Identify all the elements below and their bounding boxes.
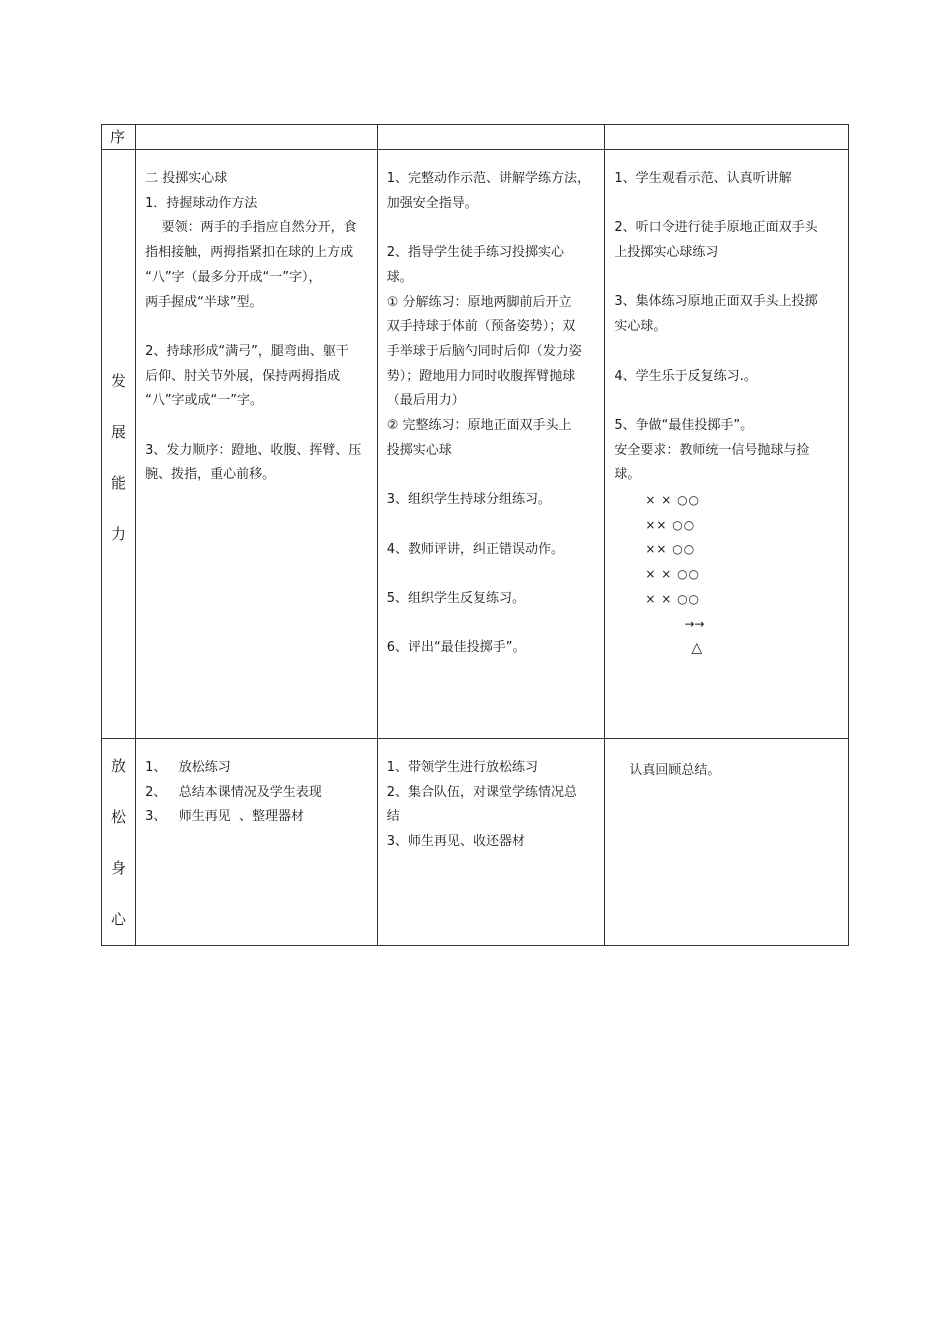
relax-section-row — [102, 739, 849, 946]
dev-teacher-line: 4、教师评讲，纠正错误动作。 — [386, 541, 564, 557]
dev-student-line: 4、学生乐于反复练习.。 — [614, 368, 757, 384]
dev-teacher-line: 加强安全指导。 — [386, 195, 478, 211]
dev-label-char: 展 — [111, 423, 127, 441]
dev-teacher-line: 势）；蹬地用力同时收腹挥臂抛球 — [386, 368, 576, 384]
dev-teacher-line: 2、指导学生徒手练习投掷实心 — [386, 245, 564, 261]
dev-student-line: 1、学生观看示范、认真听讲解 — [614, 171, 792, 186]
formation-diagram — [614, 488, 842, 661]
dev-content-line: 3、发力顺序：蹬地、收腹、挥臂、压 — [145, 442, 362, 458]
dev-content-line: “八”字或成“一”字。 — [145, 393, 264, 409]
relax-label-char: 心 — [111, 910, 127, 928]
dev-teacher-line: ① 分解练习：原地两脚前后开立 — [386, 294, 572, 310]
relax-student-line: 认真回顾总结。 — [629, 763, 721, 778]
dev-teacher-line: 3、组织学生持球分组练习。 — [386, 492, 551, 508]
dev-teacher-line: 投掷实心球 — [386, 442, 452, 458]
dev-content-cell — [136, 150, 378, 739]
dev-section-row — [102, 150, 849, 739]
relax-teacher-line: 2、集合队伍，对课堂学练情况总 — [386, 784, 577, 800]
dev-content-line: 指相接触，两拇指紧扣在球的上方成 — [145, 245, 354, 261]
dev-teacher-line: 手举球于后脑勺同时后仰（发力姿 — [386, 343, 582, 359]
dev-teacher-line: 球。 — [386, 269, 413, 285]
dev-teacher-line: 6、评出“最佳投掷手”。 — [386, 640, 526, 656]
seq-header-cell — [102, 125, 136, 150]
relax-section-label — [102, 739, 135, 945]
dev-student-line: 3、集体练习原地正面双手头上投掷 — [614, 294, 818, 310]
relax-student-cell — [605, 739, 849, 946]
formation-row: × × ○○ — [645, 493, 701, 508]
relax-label-char: 松 — [111, 808, 127, 826]
relax-teacher-cell — [377, 739, 605, 946]
dev-label-char: 力 — [111, 525, 127, 543]
dev-label-char: 发 — [111, 372, 127, 390]
relax-label-char: 放 — [111, 757, 127, 775]
dev-content-line: 2、持球形成“满弓”，腿弯曲、躯干 — [145, 343, 349, 359]
dev-student-line: 实心球。 — [614, 319, 667, 335]
dev-content-line: “八”字（最多分开成“一”字）， — [145, 269, 322, 285]
formation-row: ×× ○○ — [645, 517, 696, 532]
dev-label-char: 能 — [111, 474, 127, 492]
dev-teacher-line: ② 完整练习：原地正面双手头上 — [386, 418, 572, 434]
dev-student-line: 安全要求：教师统一信号抛球与捡 — [614, 442, 810, 458]
dev-student-cell — [605, 150, 849, 739]
relax-teacher-line: 1、带领学生进行放松练习 — [386, 760, 538, 775]
relax-teacher-line: 3、师生再见、收还器材 — [386, 834, 525, 850]
triangle-icon: △ — [691, 640, 703, 657]
dev-content-line: 1．持握球动作方法 — [145, 195, 258, 211]
formation-row: × × ○○ — [645, 591, 701, 606]
dev-content-line: 两手握成“半球”型。 — [145, 294, 263, 310]
formation-row: ×× ○○ — [645, 542, 696, 557]
dev-teacher-line: （最后用力） — [386, 393, 465, 409]
dev-section-label — [102, 150, 135, 560]
dev-student-line: 上投掷实心球练习 — [614, 245, 719, 261]
formation-row: × × ○○ — [645, 567, 701, 582]
relax-teacher-line: 结 — [386, 809, 400, 825]
relax-content-cell — [136, 739, 378, 946]
dev-teacher-line: 1、完整动作示范、讲解学练方法， — [386, 171, 590, 186]
relax-section-label-cell — [102, 739, 136, 946]
teacher-header-cell — [377, 125, 605, 150]
relax-content-line: 1、 放松练习 — [145, 760, 231, 775]
dev-teacher-cell — [377, 150, 605, 739]
dev-student-line: 2、听口令进行徒手原地正面双手头 — [614, 220, 818, 236]
dev-teacher-line: 5、组织学生反复练习。 — [386, 590, 525, 606]
lesson-plan-table — [101, 124, 849, 946]
student-header-cell — [605, 125, 849, 150]
relax-content-line: 2、 总结本课情况及学生表现 — [145, 784, 322, 800]
content-header-cell — [136, 125, 378, 150]
dev-content-title: 二 投掷实心球 — [145, 171, 228, 186]
dev-student-line: 5、争做“最佳投掷手”。 — [614, 417, 754, 433]
relax-content-line: 3、 师生再见 、整理器材 — [145, 809, 305, 825]
dev-section-label-cell — [102, 150, 136, 739]
table-header-row — [102, 125, 849, 150]
seq-header-label: 序 — [110, 128, 126, 146]
dev-student-line: 球。 — [614, 467, 641, 483]
dev-teacher-line: 双手持球于体前（预备姿势）；双 — [386, 319, 576, 335]
dev-content-line: 后仰、肘关节外展，保持两拇指成 — [145, 368, 341, 384]
relax-label-char: 身 — [111, 859, 127, 877]
dev-content-line: 腕、拨指，重心前移。 — [145, 467, 276, 483]
arrow-right-icon: →→ — [684, 616, 705, 631]
dev-content-line: 要领：两手的手指应自然分开，食 — [145, 220, 357, 236]
